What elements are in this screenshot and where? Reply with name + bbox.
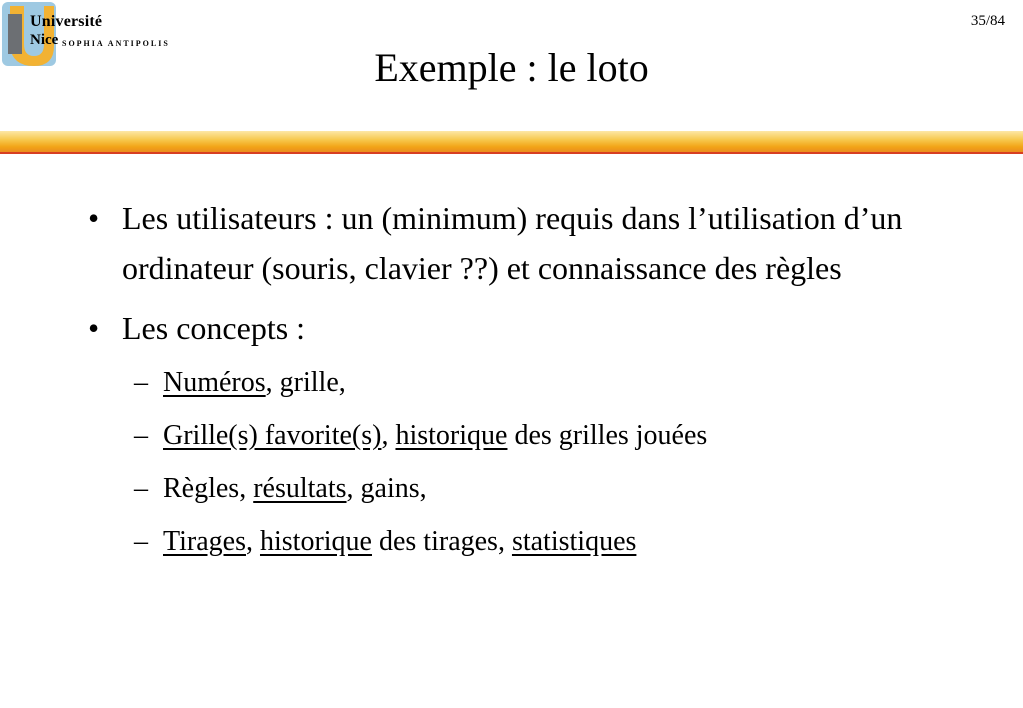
bullet-glyph: • (88, 200, 100, 236)
sub-bullet-dash: – (134, 420, 148, 451)
sub-bullet-text: , (245, 526, 260, 557)
sub-bullet-item (88, 416, 988, 456)
sub-bullet-dash: – (134, 526, 148, 557)
underlined-term: historique (259, 526, 372, 557)
sub-bullet-item (88, 522, 988, 562)
underlined-term: Grille(s) favorite(s) (163, 420, 382, 451)
bullet-text: Les utilisateurs : un (minimum) requis dans l’utilisation d’un ordinateur (souris, clavier ??) et connaissance des règles (122, 200, 903, 286)
logo-text-nice: Nice (30, 32, 59, 48)
bullet-glyph: • (88, 310, 100, 346)
header-divider-edge (0, 152, 1023, 154)
header-divider-bar (0, 131, 1023, 153)
page-number: 35/84 (970, 13, 1005, 29)
underlined-term: Numéros (163, 367, 266, 398)
bullet-item (88, 193, 988, 293)
bullet-item (88, 303, 988, 353)
sub-bullet-text: des tirages, (371, 526, 512, 557)
bullet-text: Les concepts : (122, 310, 306, 346)
sub-bullet-item (88, 469, 988, 509)
underlined-term: résultats (253, 473, 347, 504)
sub-bullet-text: , gains, (346, 473, 427, 504)
sub-bullet-dash: – (134, 473, 148, 504)
sub-bullet-text: , grille, (265, 367, 346, 398)
sub-bullet-item (88, 363, 988, 403)
underlined-term: historique (395, 420, 508, 451)
slide-content (88, 193, 988, 575)
logo-text-universite: Université (30, 13, 103, 30)
sub-bullet-text: des grilles jouées (507, 420, 708, 451)
sub-bullet-text: Règles, (163, 473, 254, 504)
underlined-term: statistiques (511, 526, 637, 557)
logo-text-sophia-antipolis: SOPHIA ANTIPOLIS (62, 39, 170, 48)
sub-bullet-dash: – (134, 367, 148, 398)
underlined-term: Tirages (163, 526, 246, 557)
sub-bullet-text: , (381, 420, 396, 451)
slide-title: Exemple : le loto (374, 45, 649, 90)
